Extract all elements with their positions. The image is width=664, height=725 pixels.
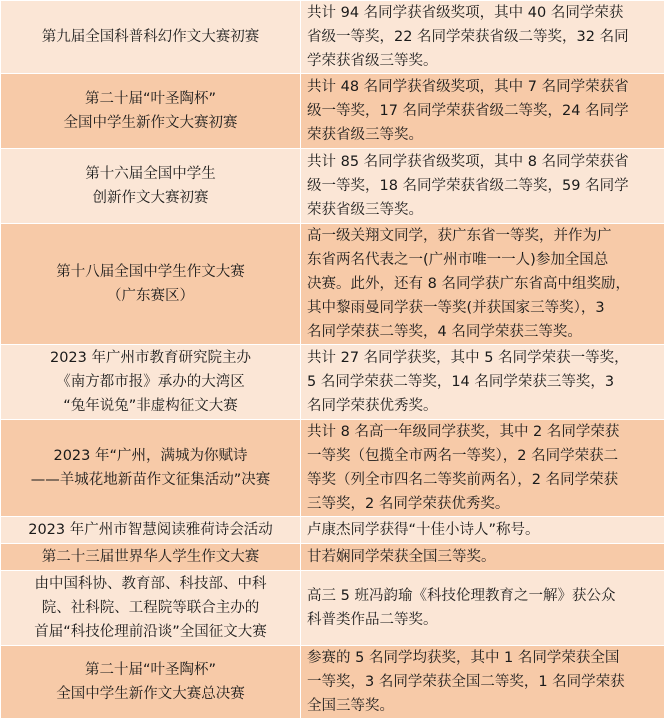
awards-table-body (1, 1, 664, 719)
competition-name-cell (1, 544, 301, 571)
award-result-line: 东省两名代表之一(广州市唯一一人)参加全国总 (307, 252, 609, 268)
table-row (1, 1, 664, 74)
award-result-cell (301, 224, 664, 345)
award-result-line: 高一级关翔文同学，获广东省一等奖，并作为广 (307, 228, 612, 244)
competition-name-cell (1, 517, 301, 544)
competition-name-cell (1, 1, 301, 74)
award-result-line: 名同学荣获二等奖，4 名同学荣获三等奖。 (307, 324, 582, 340)
award-result-cell (301, 420, 664, 517)
award-result-cell (301, 1, 664, 74)
competition-name-line: 第十八届全国中学生作文大赛 (56, 264, 245, 280)
award-result-line: 共计 48 名同学获省级奖项，其中 7 名同学荣获省 (307, 79, 629, 95)
award-result-line: 卢康杰同学获得“十佳小诗人”称号。 (307, 522, 540, 538)
competition-name-line: “兔年说兔”非虚构征文大赛 (63, 398, 238, 414)
competition-name-line: 2023 年“广州，满城为你赋诗 (53, 448, 248, 464)
competition-name-line: 第二十届“叶圣陶杯” (84, 91, 217, 107)
award-result-cell (301, 149, 664, 224)
competition-name-line: 《南方都市报》承办的大湾区 (56, 374, 245, 390)
competition-name-line: 2023 年广州市教育研究院主办 (49, 350, 251, 366)
competition-name-line: 第十六届全国中学生 (85, 166, 216, 182)
competition-name-line: 全国中学生新作文大赛初赛 (63, 115, 238, 131)
award-result-cell (301, 571, 664, 646)
award-result-line: 甘若娴同学荣获全国三等奖。 (307, 549, 496, 565)
competition-name-line: 第二十届“叶圣陶杯” (84, 662, 217, 678)
award-result-line: 共计 27 名同学获奖，其中 5 名同学荣获一等奖， (307, 350, 629, 366)
table-row (1, 517, 664, 544)
competition-name-line: ——羊城花地新苗作文征集活动”决赛 (30, 472, 271, 488)
table-row (1, 149, 664, 224)
award-result-line: 荣获省级三等奖。 (307, 202, 423, 218)
award-result-line: 省级一等奖，22 名同学荣获省级二等奖，32 名同 (307, 29, 629, 45)
table-row (1, 345, 664, 420)
table-row (1, 74, 664, 149)
award-result-line: 参赛的 5 名同学均获奖，其中 1 名同学荣获全国 (307, 650, 620, 666)
competition-name-line: 第九届全国科普科幻作文大赛初赛 (41, 29, 260, 45)
award-result-line: 荣获省级三等奖。 (307, 127, 423, 143)
award-result-line: 共计 94 名同学获省级奖项，其中 40 名同学荣获 (307, 5, 624, 21)
award-result-cell (301, 74, 664, 149)
table-row (1, 544, 664, 571)
award-result-line: 科普类作品二等奖。 (307, 612, 438, 628)
award-result-line: 共计 8 名高一年级同学获奖，其中 2 名同学荣获 (307, 424, 620, 440)
award-result-line: 级一等奖，18 名同学荣获省级二等奖，59 名同学 (307, 178, 629, 194)
competition-name-cell (1, 149, 301, 224)
award-result-line: 共计 85 名同学获省级奖项，其中 8 名同学荣获省 (307, 154, 629, 170)
table-row (1, 224, 664, 345)
competition-name-line: 全国中学生新作文大赛总决赛 (56, 686, 245, 702)
award-result-line: 等奖（列全市四名二等奖前两名），2 名同学荣获 (307, 472, 619, 488)
table-row (1, 646, 664, 719)
award-result-line: 三等奖，2 名同学荣获优秀奖。 (307, 496, 510, 512)
table-row (1, 571, 664, 646)
award-result-line: 决赛。此外，还有 8 名同学获广东省高中组奖励， (307, 276, 630, 292)
competition-name-line: 2023 年广州市智慧阅读雅荷诗会活动 (28, 522, 273, 538)
competition-name-line: （广东赛区） (107, 288, 194, 304)
competition-name-cell (1, 74, 301, 149)
competition-name-line: 首届“科技伦理前沿谈”全国征文大赛 (34, 624, 267, 640)
award-result-line: 5 名同学荣获二等奖，14 名同学荣获三等奖，3 (307, 374, 615, 390)
table-row (1, 420, 664, 517)
competition-name-line: 第二十三届世界华人学生作文大赛 (41, 549, 260, 565)
award-result-cell (301, 345, 664, 420)
award-result-line: 学荣获省级三等奖。 (307, 53, 438, 69)
award-result-line: 其中黎雨曼同学获一等奖(并获国家三等奖），3 (307, 300, 605, 316)
award-result-line: 名同学荣获优秀奖。 (307, 398, 438, 414)
award-result-cell (301, 646, 664, 719)
award-result-line: 全国三等奖。 (307, 698, 394, 714)
competition-name-cell (1, 646, 301, 719)
award-result-line: 一等奖，3 名同学荣获全国二等奖，1 名同学荣获 (307, 674, 625, 690)
competition-name-cell (1, 420, 301, 517)
competition-name-line: 院、社科院、工程院等联合主办的 (41, 600, 260, 616)
competition-name-cell (1, 345, 301, 420)
award-result-cell (301, 544, 664, 571)
competition-name-cell (1, 571, 301, 646)
competition-name-cell (1, 224, 301, 345)
competition-name-line: 创新作文大赛初赛 (92, 190, 209, 206)
award-result-cell (301, 517, 664, 544)
award-result-line: 一等奖（包揽全市两名一等奖），2 名同学荣获二 (307, 448, 619, 464)
award-result-line: 高三 5 班冯韵瑜《科技伦理教育之一解》获公众 (307, 588, 616, 604)
competition-name-line: 由中国科协、教育部、科技部、中科 (34, 576, 267, 592)
award-result-line: 级一等奖，17 名同学荣获省级二等奖，24 名同学 (307, 103, 629, 119)
